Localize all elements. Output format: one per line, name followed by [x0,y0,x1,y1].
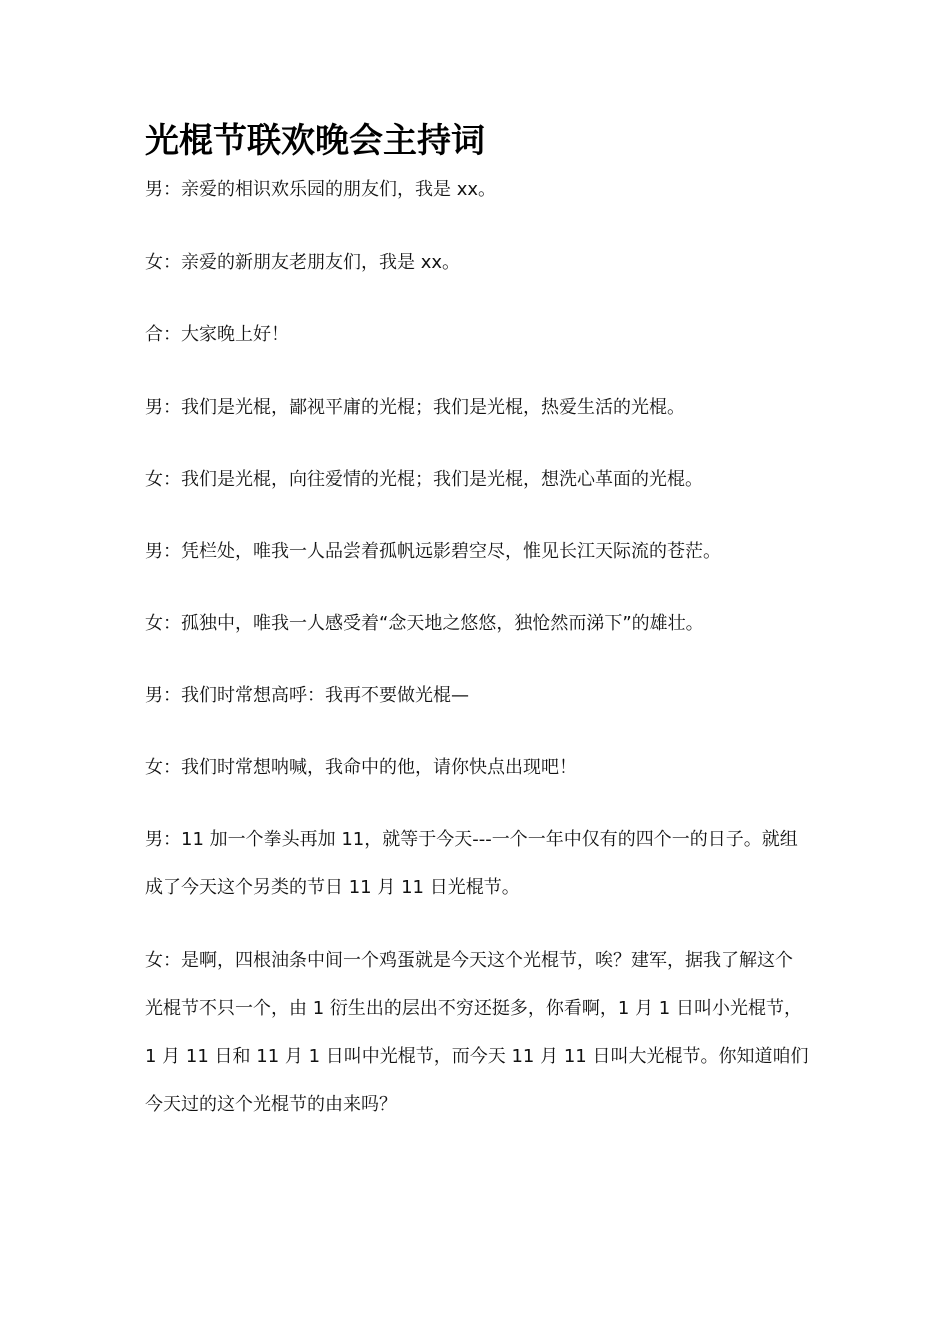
paragraph-2: 女：亲爱的新朋友老朋友们，我是 xx。 [145,252,461,273]
paragraph-5: 女：我们是光棍，向往爱情的光棍；我们是光棍，想洗心革面的光棍。 [145,469,703,490]
paragraph-11: 女：是啊，四根油条中间一个鸡蛋就是今天这个光棍节，唉？建军，据我了解这个光棍节不只一个，由 1 衍生出的层出不穷还挺多，你看啊，1 月 1 日叫小光棍节，1 月 11 日和 11 月 1 日叫中光棍节，而今天 11 月 11 日叫大光棍节。你知道咱们今天过的这个光棍节的由来吗？ [145,950,809,1115]
paragraph-10: 男：11 加一个拳头再加 11，就等于今天---一个一年中仅有的四个一的日子。就组成了今天这个另类的节日 11 月 11 日光棍节。 [145,829,798,898]
paragraph-1: 男：亲爱的相识欢乐园的朋友们，我是 xx。 [145,179,497,200]
paragraph-8: 男：我们时常想高呼：我再不要做光棍— [145,685,469,706]
paragraph-3: 合：大家晚上好！ [145,324,289,345]
paragraph-9: 女：我们时常想呐喊，我命中的他，请你快点出现吧！ [145,757,577,778]
paragraph-7: 女：孤独中，唯我一人感受着“念天地之悠悠，独怆然而涕下”的雄壮。 [145,613,704,634]
paragraph-6: 男：凭栏处，唯我一人品尝着孤帆远影碧空尽，惟见长江天际流的苍茫。 [145,541,721,562]
paragraph-4: 男：我们是光棍，鄙视平庸的光棍；我们是光棍，热爱生活的光棍。 [145,397,685,418]
document-title: 光棍节联欢晚会主持词 [145,121,485,161]
